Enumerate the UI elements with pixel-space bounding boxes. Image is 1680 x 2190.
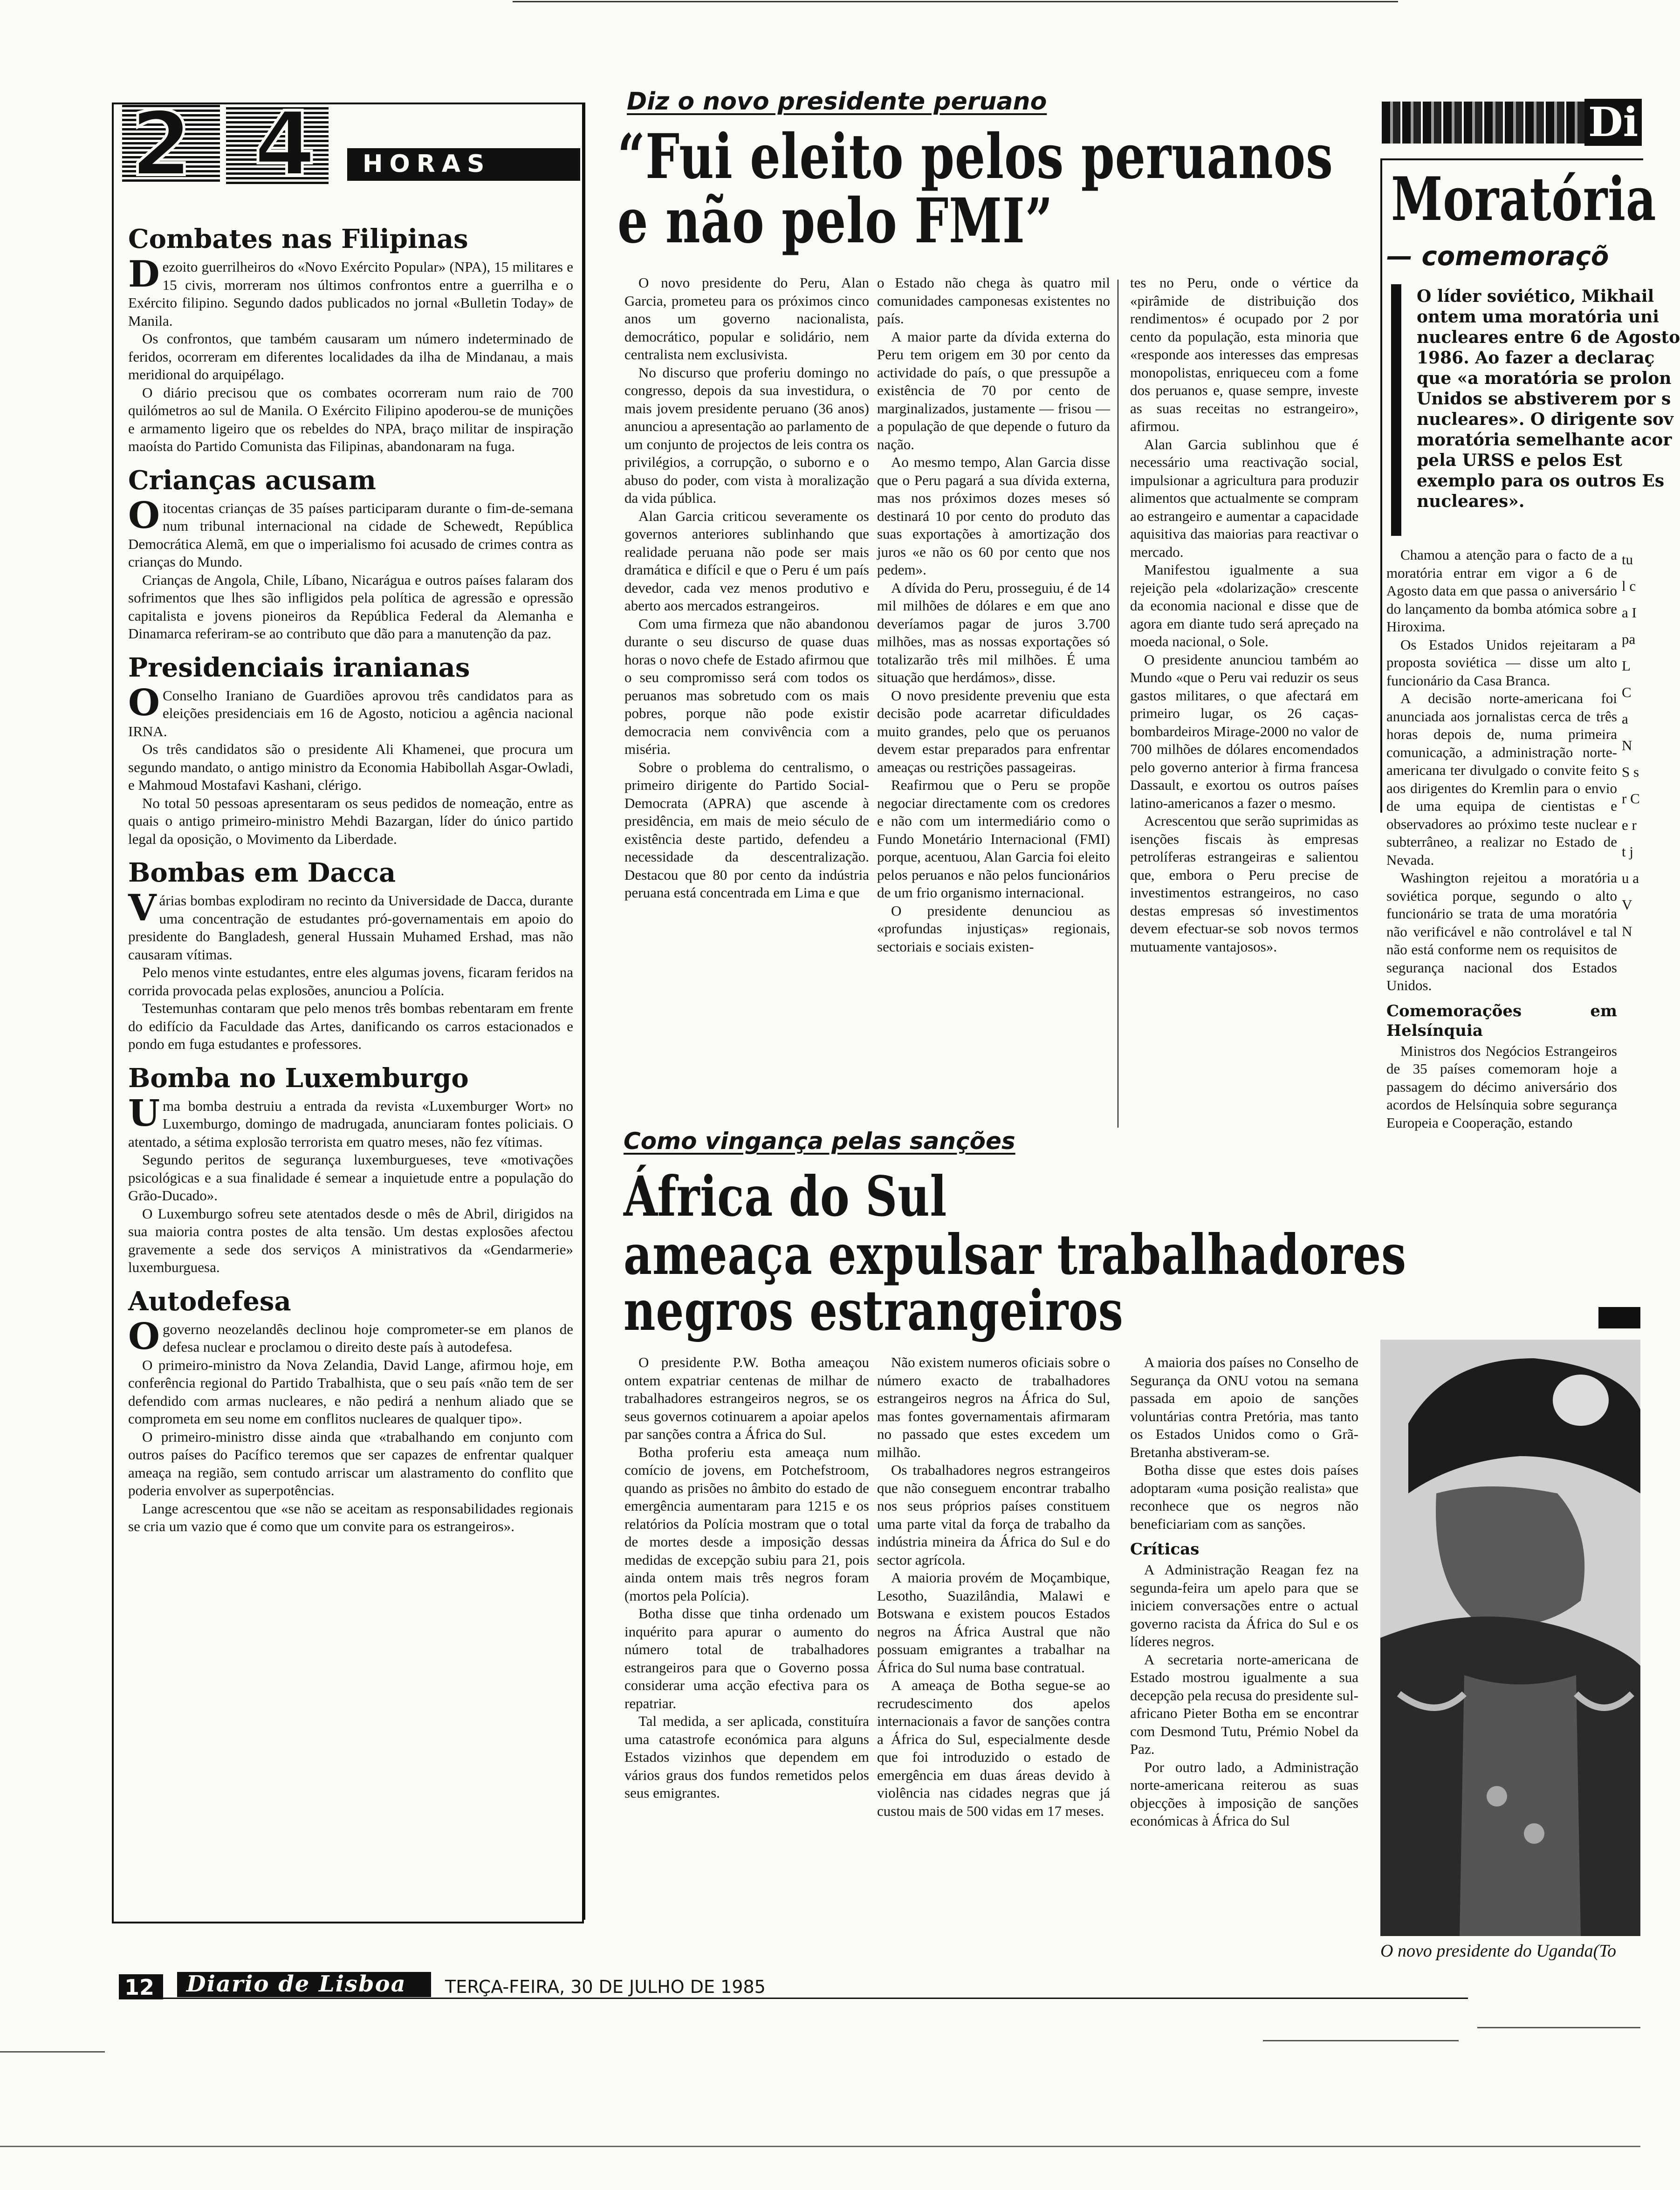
lead-line: nucleares». — [1417, 492, 1525, 511]
paragraph: O Luxemburgo sofreu sete atentados desde o mês de Abril, dirigidos na sua maioria contra postes de alta tensão. Um destas explosões afectou gravemente a sede dos serviços A ministrativos da «Gendarmerie» luxemburguesa. — [128, 1205, 573, 1275]
paragraph: O primeiro-ministro da Nova Zelandia, David Lange, afirmou hoje, em conferência regional do Partido Trabalhista, que o seu país «não tem de ser defendido com armas nucleares, e não pedirá a nenhum aliado que se comprometa em seu nome em conflitos nucleares de qualquer tipo». — [128, 1356, 573, 1427]
paragraph: Oitocentas crianças de 35 países participaram durante o fim-de-semana num tribunal internacional na cidade de Schewedt, República Democrática Alemã, em que o imperialismo foi acusado de crimes contra as crianças do Mundo. — [128, 494, 573, 570]
scan-mark-3 — [1477, 2027, 1640, 2028]
paragraph: Dezoito guerrilheiros do «Novo Exército Popular» (NPA), 15 militares e 15 civis, morreram nos últimos confrontos entre a guerrilha e o Exército filipino. Segundo dados publicados no jornal «Bulletin Today» de Manila. — [128, 253, 573, 329]
lead-line: O líder soviético, Mikhail — [1417, 287, 1654, 306]
right-masthead-text: Di — [1584, 99, 1642, 146]
left-column — [128, 224, 573, 1536]
paragraph: Várias bombas explodiram no recinto da Universidade de Dacca, durante uma concentração de estudantes pró-governamentais em apoio do presidente do Bangladesh, general Hussain Muhamed Ershad, mas não causaram vítimas. — [128, 887, 573, 963]
moratoria-kicker: — comemoraçõ — [1386, 241, 1609, 272]
paragraph: Alan Garcia criticou severamente os governos anteriores sublinhando que realidade peruana não pode ser mais dramática e difícil e que o Peru é um país devedor, cada vez menos produtivo e aberto aos mercados estrangeiros. — [624, 507, 869, 614]
cap-badge-shape — [1553, 1375, 1609, 1426]
peru-kicker: Diz o novo presidente peruano — [627, 88, 1047, 116]
lead-line: nucleares entre 6 de Agosto — [1417, 328, 1680, 347]
logo-digit-4: 4 — [254, 93, 316, 196]
paragraph: A maior parte da dívida externa do Peru tem origem em 30 por cento da actividade do país, o que pressupõe a existência de 70 por cento de marginalizados, justamente — frisou — a população de que depende o futuro da nação. — [877, 328, 1110, 452]
horas-label: HORAS — [363, 150, 491, 178]
paragraph: Reafirmou que o Peru se propõe negociar directamente com os credores e não com um intermediário como o Fundo Monetário Internacional (FMI) porque, acentuou, Alan Garcia foi eleito pelos peruanos e não pelos funcionários de um frio organismo internacional. — [877, 777, 1110, 901]
paragraph: A decisão norte-americana foi anunciada aos jornalistas cerca de três horas depois de, numa primeira comunicação, a administração norte-americana ter divulgado o convite feito aos dirigentes do Kremlin para o envio de uma equipa de cientistas e observadores ao próximo teste nuclear subterrâneo, a realizar no Estado de Nevada. — [1386, 690, 1617, 868]
africa-subhead: Críticas — [1130, 1540, 1200, 1559]
paragraph: O novo presidente preveniu que esta decisão pode acarretar dificuldades muito grandes, pelo que os peruanos devem estar preparados para enfrentar ameaças ou restrições passageiras. — [877, 687, 1110, 775]
brief-headline: Crianças acusam — [128, 465, 376, 496]
peru-headline-line-2: e não pelo FMI” — [617, 185, 1053, 257]
paragraph: Botha disse que tinha ordenado um inquérito para apurar o aumento do número total de trabalhadores estrangeiros para que o Governo possa considerar uma acção efectiva para os repatriar. — [624, 1605, 869, 1711]
peru-headline-line-1: “Fui eleito pelos peruanos — [617, 121, 1333, 193]
footer-rule — [163, 1998, 1468, 1999]
paragraph: A Administração Reagan fez na segunda-feira um apelo para que se iniciem conversações entre o actual governo racista da África do Sul e os líderes negros. — [1130, 1561, 1358, 1649]
moratoria-lead-bar — [1391, 284, 1401, 536]
paragraph: Ao mesmo tempo, Alan Garcia disse que o Peru pagará a sua dívida externa, mas nos próximos dozes meses só destinará 10 por cento do produto das suas exportações à amortização dos juros «e não os 60 por cento que nos pedem». — [877, 454, 1110, 578]
scan-mark-2 — [1263, 2040, 1459, 2041]
paragraph: Pelo menos vinte estudantes, entre eles algumas jovens, ficaram feridos na corrida provocada pelas explosões, anunciou a Polícia. — [128, 964, 573, 999]
paragraph: Não existem numeros oficiais sobre o número exacto de trabalhadores estrangeiros negros na África do Sul, mas fontes governamentais afirmaram no passado que estes excedem um milhão. — [877, 1354, 1110, 1460]
photo-caption-tail: (To — [1593, 1941, 1616, 1961]
paragraph: A secretaria norte-americana de Estado mostrou igualmente a sua decepção pela recusa do presidente sul-africano Pieter Botha em se encontrar com Desmond Tutu, Prémio Nobel da Paz. — [1130, 1651, 1358, 1757]
paragraph: Crianças de Angola, Chile, Líbano, Nicarágua e outros países falaram dos sofrimentos que lhes são infligidos pela política de agressão e opressão capitalista e jovens pioneiros da República Federal da Alemanha e Dinamarca referiram-se ao contributo que dão para a manutenção da paz. — [128, 571, 573, 642]
lead-line: pela URSS e pelos Est — [1417, 451, 1622, 470]
moratoria-lead — [1417, 286, 1680, 512]
africa-column-3 — [1130, 1354, 1358, 1830]
peru-column-1 — [624, 274, 869, 902]
moratoria-cut-column: tu l ca I pa L C a N S s r C e r t j u a V N — [1622, 551, 1640, 939]
paragraph: Sobre o problema do centralismo, o primeiro dirigente do Partido Social-Democrata (APRA) que ascende à presidência, em mais de meio século de existência deste partido, defendeu a necessidade da descentralização. Destacou que 80 por cento da indústria peruana está concentrada em Lima e que — [624, 759, 869, 901]
paragraph: Chamou a atenção para o facto de a moratória entrar em vigor a 6 de Agosto data em que passa o aniversário do lançamento da bomba atómica sobre Hiroxima. — [1386, 547, 1617, 635]
paragraph: Testemunhas contaram que pelo menos três bombas rebentaram em frente do edifício da Faculdade das Artes, danificando os carros estacionados e pondo em fuga estudantes e professores. — [128, 1000, 573, 1052]
lead-line: ontem uma moratória uni — [1417, 307, 1659, 327]
brief-headline: Bombas em Dacca — [128, 857, 396, 888]
moratoria-column-1 — [1386, 546, 1617, 1132]
paragraph: No total 50 pessoas apresentaram os seus pedidos de nomeação, entre as quais o antigo primeiro-ministro Mehdi Bazargan, líder do único partido legal da oposição, o Movimento da Liberdade. — [128, 794, 573, 847]
footer-date: TERÇA-FEIRA, 30 DE JULHO DE 1985 — [445, 1977, 766, 1997]
paragraph: OConselho Iraniano de Guardiões aprovou três candidatos para as eleições presidenciais em 16 de Agosto, noticiou a agência nacional IRNA. — [128, 681, 573, 739]
moratoria-headline: Moratória — [1391, 164, 1657, 234]
photo-caption — [1380, 1941, 1616, 1961]
brief-headline: Bomba no Luxemburgo — [128, 1062, 469, 1094]
paragraph: O presidente denunciou as «profundas injustiças» regionais, sectoriais e sociais existen- — [877, 902, 1110, 955]
paragraph: Washington rejeitou a moratória soviética porque, segundo o alto funcionário se trata de uma moratória não verificável e não controlável e tal não está conforme nem os requisitos de segurança nacional dos Estados Unidos. — [1386, 869, 1617, 993]
africa-column-1 — [624, 1354, 869, 1802]
brief-headline: Autodefesa — [128, 1286, 291, 1317]
scan-bottom-line — [0, 2146, 1640, 2147]
paragraph: Os três candidatos são o presidente Ali Khamenei, que procura um segundo mandato, o antigo ministro da Economia Habibollah Asgar-Owladi, e Mahmoud Mostafavi Kashani, clérigo. — [128, 741, 573, 793]
left-box-double-line — [583, 103, 585, 1920]
africa-headline-line-1: África do Sul — [624, 1164, 947, 1229]
paragraph: A ameaça de Botha segue-se ao recrudescimento dos apelos internacionais a favor de sanções contra a África do Sul, especialmente desde que foi introduzido o estado de emergência em duas áreas devido à violência nas cidades negras que já custou mais de 500 vidas em 17 meses. — [877, 1677, 1110, 1819]
paragraph: O novo presidente do Peru, Alan Garcia, prometeu para os próximos cinco anos um governo nacionalista, democrático, popular e solidário, nem centralista nem exclusivista. — [624, 274, 869, 363]
africa-kicker: Como vingança pelas sanções — [624, 1128, 1015, 1155]
paragraph: Acrescentou que serão suprimidas as isenções fiscais às empresas petrolíferas estrangeiras e salientou que, embora o Peru precise de investimentos estrangeiros, no caso destas empresas só investimentos devem efectuar-se sob novos termos mutuamente vantajosos». — [1130, 813, 1358, 955]
paragraph: Os confrontos, que também causaram um número indeterminado de feridos, ocorreram em diferentes localidades da ilha de Mindanau, a mais meridional do arquipélago. — [128, 330, 573, 383]
paragraph: No discurso que proferiu domingo no congresso, depois da sua investidura, o mais jovem presidente peruano (36 anos) anunciou a apresentação ao parlamento de um conjunto de projectos de leis contra os privilégios, a corrupção, o suborno e o abuso do poder, com vista à moralização da vida pública. — [624, 364, 869, 506]
paragraph: Alan Garcia sublinhou que é necessário uma reactivação social, impulsionar a agricultura para produzir alimentos que actualmente se compram ao estrangeiro e aumentar a capacidade aquisitiva das maiorias para reactivar o mercado. — [1130, 436, 1358, 560]
paragraph: tes no Peru, onde o vértice da «pirâmide de distribuição dos rendimentos» é ocupado por 2 por cento da população, esta minoria que «responde aos interesses das empresas monopolistas, enriqueceu com a fome dos peruanos e, quase sempre, investe as suas receitas no estrangeiro», afirmou. — [1130, 274, 1358, 434]
uniform-front-shape — [1460, 1675, 1581, 1936]
lead-line: nucleares». O dirigente sov — [1417, 410, 1673, 429]
paragraph: Botha proferiu esta ameaça num comício de jovens, em Potchefstroom, quando as prisões no âmbito do estado de emergência aumentaram para 1215 e os relatórios da Polícia mostram que o total de mortes desde a imposição dessas medidas de excepção subiu para 21, pois ainda ontem mais três negros foram (mortos pela Polícia). — [624, 1444, 869, 1604]
paragraph: A maioria dos países no Conselho de Segurança da ONU votou na semana passada em apoio de sanções voluntárias contra Pretória, mas tanto os Estados Unidos como o Grã-Bretanha abstiveram-se. — [1130, 1354, 1358, 1460]
paragraph: Por outro lado, a Administração norte-americana reiterou as suas objecções à imposição de sanções económicas à África do Sul — [1130, 1759, 1358, 1829]
moratoria-end-bar — [1598, 1307, 1640, 1328]
paragraph: Ogoverno neozelandês declinou hoje comprometer-se em planos de defesa nuclear e proclamou o direito deste país à autodefesa. — [128, 1315, 573, 1358]
lead-line: exemplo para os outros Es — [1417, 471, 1665, 491]
africa-headline-line-2: ameaça expulsar trabalhadores — [624, 1222, 1406, 1287]
paragraph: Segundo peritos de segurança luxemburgueses, teve «motivações psicológicas e a sua finalidade é semear a inquietude entre a população do Grão-Ducado». — [128, 1151, 573, 1204]
paragraph: Botha disse que estes dois países adoptaram «uma posição realista» que reconhece que os negros não beneficiariam com as sanções. — [1130, 1462, 1358, 1532]
peru-column-3 — [1130, 274, 1358, 956]
paragraph: Com uma firmeza que não abandonou durante o seu discurso de quase duas horas o novo chefe de Estado afirmou que o seu compromisso será com todos os peruanos mas sobretudo com os mais pobres, porque não pode existir democracia nem convivência com a miséria. — [624, 615, 869, 757]
scan-mark-1 — [0, 2051, 105, 2053]
paragraph: Lange acrescentou que «se não se aceitam as responsabilidades regionais se cria um vazio que é como que um convite para os estrangeiros». — [128, 1500, 573, 1534]
paragraph: Os Estados Unidos rejeitaram a proposta soviética — disse um alto funcionário da Casa Branca. — [1386, 636, 1617, 689]
uganda-president-photo — [1380, 1340, 1640, 1936]
moratoria-subhead: Comemorações em Helsínquia — [1386, 1001, 1617, 1040]
paragraph: Manifestou igualmente a sua rejeição pela «dolarização» crescente da economia nacional e disse que de agora em diante tudo será apreçado na moeda nacional, o Sole. — [1130, 561, 1358, 650]
photo-caption-text: O novo presidente do Uganda — [1380, 1941, 1593, 1961]
page-number: 12 — [124, 1975, 155, 2000]
africa-headline-line-3: negros estrangeiros — [624, 1278, 1124, 1343]
paragraph: O diário precisou que os combates ocorreram num raio de 700 quilómetros ao sul de Manila. O Exército Filipino apoderou-se de munições e armamento ligeiro que os rebeldes do NPA, braço militar de inspiração maoísta do Partido Comunista das Filipinas, abandonaram na fuga. — [128, 384, 573, 454]
photo-figure — [1380, 1340, 1640, 1936]
paragraph: O presidente P.W. Botha ameaçou ontem expatriar centenas de milhar de trabalhadores estrangeiros negros, se os seus governos cotinuarem a apoiar apelos par sanções contra a África do Sul. — [624, 1354, 869, 1442]
paragraph: A dívida do Peru, prosseguiu, é de 14 mil milhões de dólares e em que ano deveríamos pagar de juros 3.700 milhões, mas as nossas exportações só totalizarão três mil milhões. É uma situação que herdámos», disse. — [877, 579, 1110, 685]
logo-block — [122, 93, 220, 196]
lead-line: moratória semelhante acor — [1417, 430, 1672, 450]
brief-headline: Presidenciais iranianas — [128, 652, 470, 683]
paragraph: O presidente anunciou também ao Mundo «que o Peru vai reduzir os seus gastos militares, o que afectará em primeiro lugar, os 26 caças-bombardeiros Mirage-2000 no valor de 700 milhões de dólares encomendados pelo governo anterior à firma francesa Dassault, e exortou os outros países latino-americanos a fazer o mesmo. — [1130, 651, 1358, 811]
paragraph: A maioria provém de Moçambique, Lesotho, Suazilândia, Malawi e Botswana e existem poucos Estados negros na África Austral que não possuam emigrantes a trabalhar na África do Sul numa base contratual. — [877, 1569, 1110, 1676]
paragraph: Os trabalhadores negros estrangeiros que não conseguem encontrar trabalho nos seus próprios países constituem uma parte vital da força de trabalho da indústria mineira da África do Sul e do sector agrícola. — [877, 1462, 1110, 1568]
africa-column-2 — [877, 1354, 1110, 1820]
paragraph: Tal medida, a ser aplicada, constituíra uma catastrofe económica para alguns Estados vizinhos que dependem em vários graus dos fundos remetidos pelos seus emigrantes. — [624, 1713, 869, 1801]
paragraph: Uma bomba destruiu a entrada da revista «Luxemburger Wort» no Luxemburgo, domingo de madrugada, anunciaram fontes policiais. O atentado, a sétima explosão terrorista em quatro meses, não fez vítimas. — [128, 1092, 573, 1150]
lead-line: 1986. Ao fazer a declaraç — [1417, 348, 1655, 368]
peru-column-2 — [877, 274, 1110, 956]
paper-name: Diario de Lisboa — [186, 1971, 406, 1997]
logo-digit-2: 2 — [130, 93, 192, 196]
paragraph: Ministros dos Negócios Estrangeiros de 35 países comemoram hoje a passagem do décimo aniversário dos acordos de Helsínquia sobre segurança Europeia e Cooperação, estando — [1386, 1042, 1617, 1131]
paragraph: o Estado não chega às quatro mil comunidades camponesas existentes no país. — [877, 274, 1110, 327]
brief-headline: Combates nas Filipinas — [128, 224, 468, 254]
paragraph: O primeiro-ministro disse ainda que «trabalhando em conjunto com outros países do Pacífico teremos que ser capazes de enfrentar qualquer ameaça na região, sem contudo arriscar um alastramento do conflito que poderia envolver as superpotências. — [128, 1428, 573, 1499]
lead-line: que «a moratória se prolon — [1417, 369, 1672, 388]
lead-line: Unidos se abstiverem por s — [1417, 389, 1671, 409]
top-edge-line — [513, 1, 1398, 2]
